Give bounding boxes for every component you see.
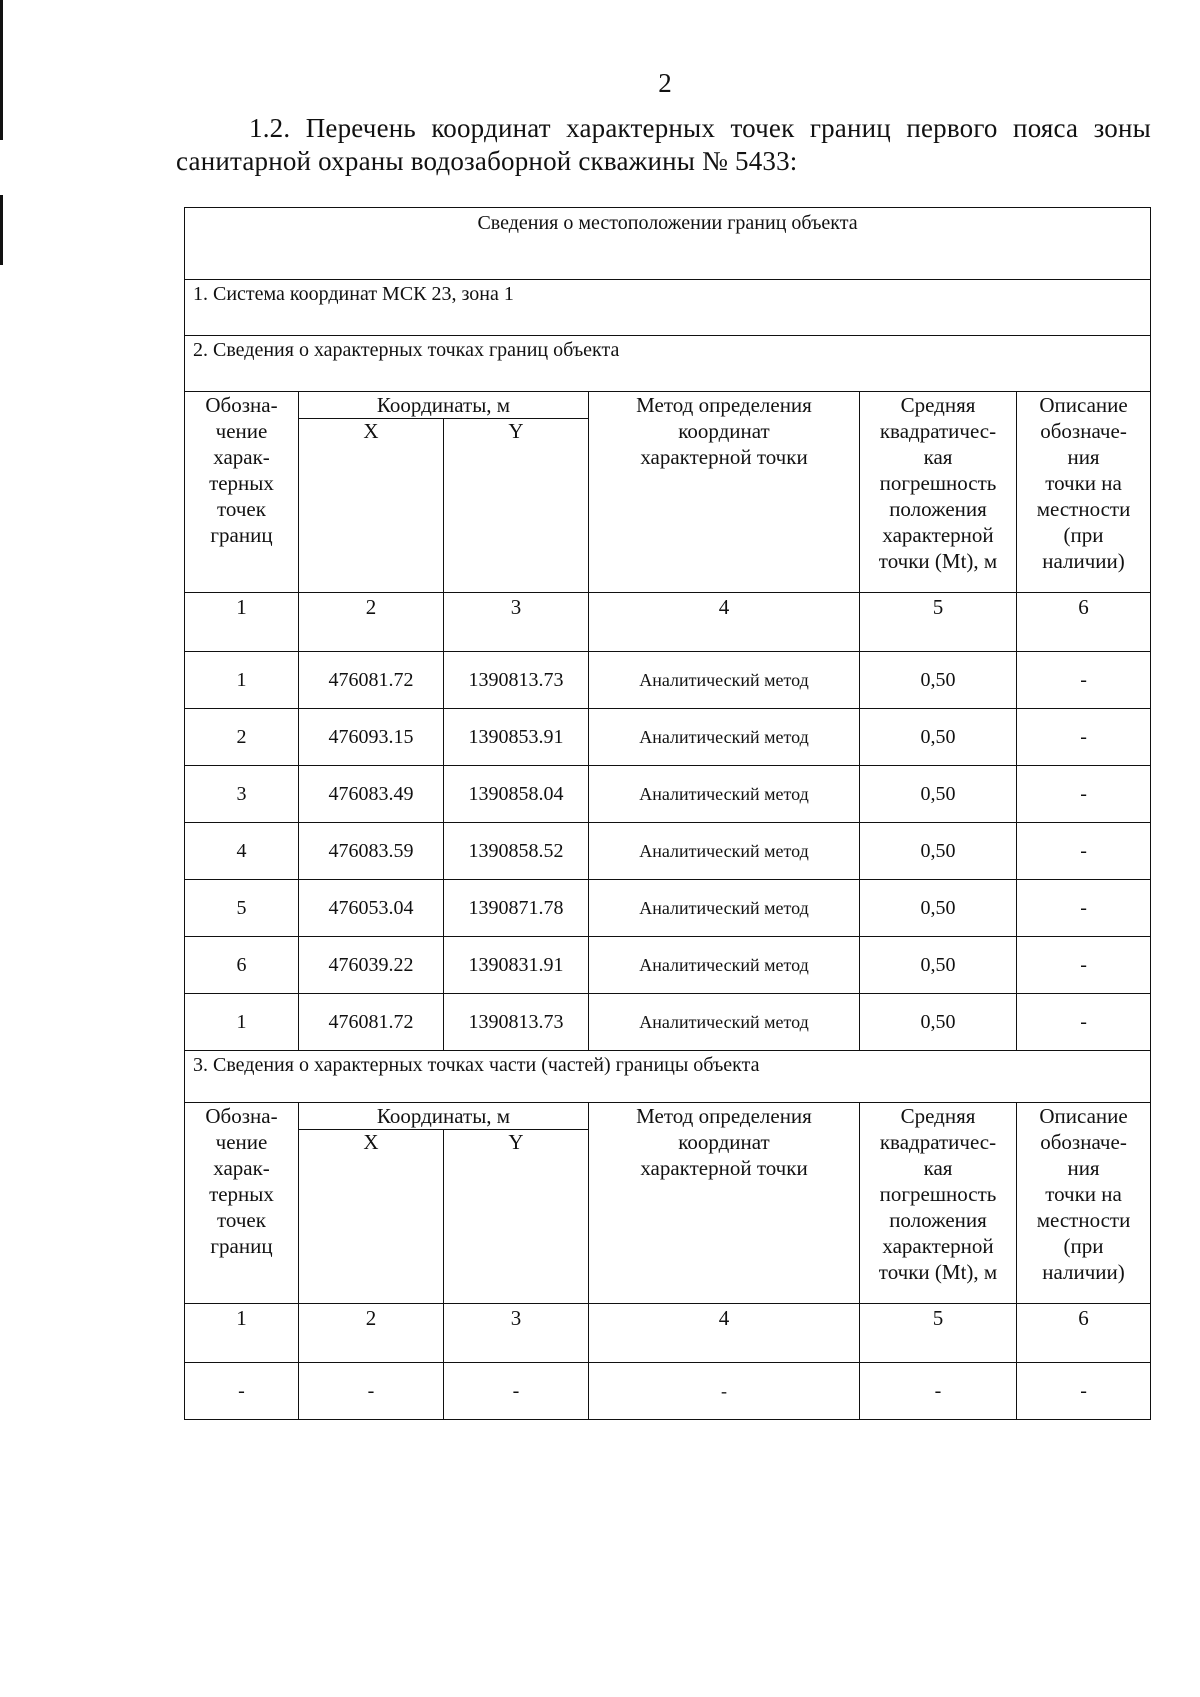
section3-table-row bbox=[185, 1363, 1151, 1420]
y-coordinate: 1390813.73 bbox=[444, 652, 589, 709]
x-coordinate: 476083.59 bbox=[299, 823, 444, 880]
scan-edge-mark bbox=[0, 195, 3, 265]
x-coordinate: 476081.72 bbox=[299, 652, 444, 709]
section2-column-number: 6 bbox=[1017, 593, 1151, 652]
description-cell: - bbox=[1017, 880, 1151, 937]
description-cell: - bbox=[1017, 652, 1151, 709]
section3-column-number: 2 bbox=[299, 1304, 444, 1363]
section2-column-number: 4 bbox=[589, 593, 860, 652]
section3-coords-header: Координаты, м bbox=[299, 1103, 589, 1130]
table-row bbox=[185, 709, 1151, 766]
table-row bbox=[185, 880, 1151, 937]
error-cell: 0,50 bbox=[860, 823, 1017, 880]
description-cell: - bbox=[1017, 709, 1151, 766]
section2-column-number: 1 bbox=[185, 593, 299, 652]
point-number: 1 bbox=[185, 652, 299, 709]
table-row bbox=[185, 994, 1151, 1051]
section3-header-row bbox=[185, 1103, 1151, 1130]
table-row bbox=[185, 937, 1151, 994]
section3-column-number: 6 bbox=[1017, 1304, 1151, 1363]
y-coordinate: 1390853.91 bbox=[444, 709, 589, 766]
section2-header-row bbox=[185, 392, 1151, 419]
method-cell: Аналитический метод bbox=[589, 994, 860, 1051]
description-cell: - bbox=[1017, 766, 1151, 823]
y-coordinate: 1390858.52 bbox=[444, 823, 589, 880]
x-coordinate: 476083.49 bbox=[299, 766, 444, 823]
description-cell: - bbox=[1017, 823, 1151, 880]
x-coordinate: 476093.15 bbox=[299, 709, 444, 766]
error-cell: 0,50 bbox=[860, 937, 1017, 994]
section3-y-header: Y bbox=[444, 1130, 589, 1304]
point-number: 1 bbox=[185, 994, 299, 1051]
section2-column-number: 5 bbox=[860, 593, 1017, 652]
section3-column-number: 4 bbox=[589, 1304, 860, 1363]
error-cell: - bbox=[860, 1363, 1017, 1420]
error-cell: 0,50 bbox=[860, 766, 1017, 823]
y-coordinate: 1390831.91 bbox=[444, 937, 589, 994]
point-number: 4 bbox=[185, 823, 299, 880]
description-cell: - bbox=[1017, 1363, 1151, 1420]
point-number: 6 bbox=[185, 937, 299, 994]
y-coordinate: 1390871.78 bbox=[444, 880, 589, 937]
method-cell: Аналитический метод bbox=[589, 823, 860, 880]
section3-point-header: Обозна- чение харак- терных точек границ bbox=[185, 1103, 299, 1304]
section2-title: 2. Сведения о характерных точках границ объекта bbox=[185, 336, 1151, 392]
coordinate-system: 1. Система координат МСК 23, зона 1 bbox=[185, 280, 1151, 336]
table-title-row bbox=[185, 208, 1151, 280]
method-cell: Аналитический метод bbox=[589, 880, 860, 937]
section2-method-header: Метод определения координат характерной точки bbox=[589, 392, 860, 593]
section2-x-header: X bbox=[299, 419, 444, 593]
section2-column-number: 2 bbox=[299, 593, 444, 652]
y-coordinate: 1390813.73 bbox=[444, 994, 589, 1051]
section2-column-number: 3 bbox=[444, 593, 589, 652]
section3-description-header: Описание обозначе- ния точки на местности (при наличии) bbox=[1017, 1103, 1151, 1304]
y-coordinate: - bbox=[444, 1363, 589, 1420]
section2-description-header: Описание обозначе- ния точки на местности (при наличии) bbox=[1017, 392, 1151, 593]
section3-x-header: X bbox=[299, 1130, 444, 1304]
section3-title: 3. Сведения о характерных точках части (частей) границы объекта bbox=[185, 1051, 1151, 1103]
point-number: 5 bbox=[185, 880, 299, 937]
y-coordinate: 1390858.04 bbox=[444, 766, 589, 823]
point-number: 3 bbox=[185, 766, 299, 823]
description-cell: - bbox=[1017, 937, 1151, 994]
table-row bbox=[185, 823, 1151, 880]
section3-column-number: 3 bbox=[444, 1304, 589, 1363]
table-row bbox=[185, 652, 1151, 709]
method-cell: Аналитический метод bbox=[589, 709, 860, 766]
point-number: - bbox=[185, 1363, 299, 1420]
section3-column-number: 1 bbox=[185, 1304, 299, 1363]
section3-column-number: 5 bbox=[860, 1304, 1017, 1363]
section2-point-header: Обозна- чение харак- терных точек границ bbox=[185, 392, 299, 593]
section3-error-header: Средняя квадратичес- кая погрешность положения характерной точки (Mt), м bbox=[860, 1103, 1017, 1304]
method-cell: Аналитический метод bbox=[589, 766, 860, 823]
method-cell: Аналитический метод bbox=[589, 652, 860, 709]
error-cell: 0,50 bbox=[860, 652, 1017, 709]
section3-column-numbers-row bbox=[185, 1304, 1151, 1363]
section2-column-numbers-row bbox=[185, 593, 1151, 652]
boundary-coordinates-table bbox=[184, 207, 1151, 1420]
error-cell: 0,50 bbox=[860, 880, 1017, 937]
error-cell: 0,50 bbox=[860, 994, 1017, 1051]
x-coordinate: 476039.22 bbox=[299, 937, 444, 994]
section3-method-header: Метод определения координат характерной точки bbox=[589, 1103, 860, 1304]
section2-error-header: Средняя квадратичес- кая погрешность положения характерной точки (Mt), м bbox=[860, 392, 1017, 593]
table-title: Сведения о местоположении границ объекта bbox=[185, 208, 1151, 280]
method-cell: - bbox=[589, 1363, 860, 1420]
method-cell: Аналитический метод bbox=[589, 937, 860, 994]
error-cell: 0,50 bbox=[860, 709, 1017, 766]
x-coordinate: 476053.04 bbox=[299, 880, 444, 937]
x-coordinate: 476081.72 bbox=[299, 994, 444, 1051]
section3-title-row bbox=[185, 1051, 1151, 1103]
table-row bbox=[185, 766, 1151, 823]
point-number: 2 bbox=[185, 709, 299, 766]
coordinate-system-row bbox=[185, 280, 1151, 336]
page-number: 2 bbox=[658, 68, 672, 98]
section2-title-row bbox=[185, 336, 1151, 392]
section2-coords-header: Координаты, м bbox=[299, 392, 589, 419]
section2-y-header: Y bbox=[444, 419, 589, 593]
intro-paragraph: 1.2. Перечень координат характерных точек границ первого пояса зоны санитарной охраны водозаборной скважины № 5433: bbox=[176, 113, 1151, 176]
description-cell: - bbox=[1017, 994, 1151, 1051]
x-coordinate: - bbox=[299, 1363, 444, 1420]
